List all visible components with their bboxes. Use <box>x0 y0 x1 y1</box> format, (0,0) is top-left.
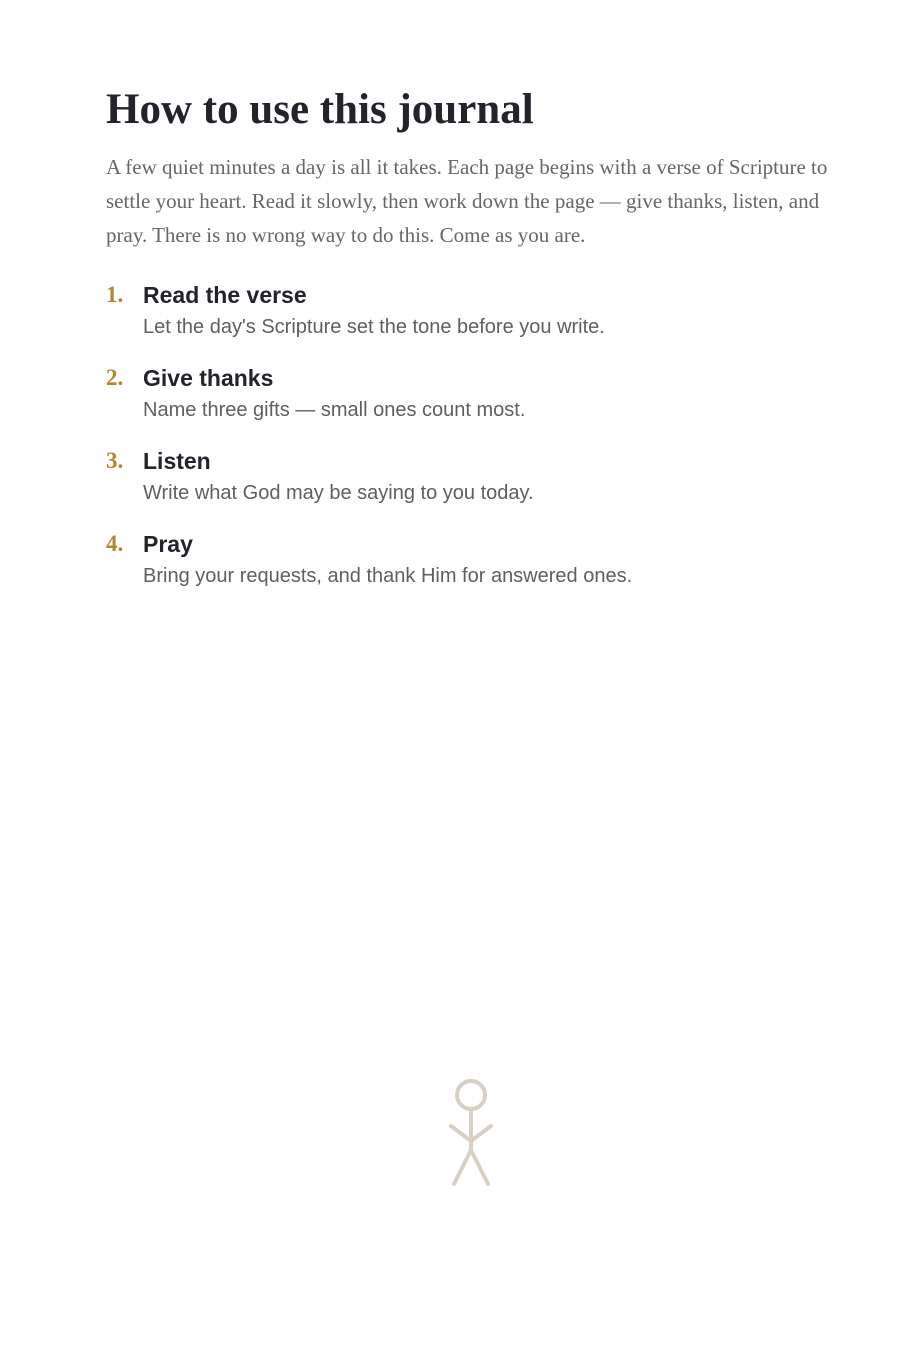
figure-strokes <box>451 1081 491 1184</box>
step-title: Pray <box>143 531 193 557</box>
step-number: 3. <box>106 448 124 473</box>
step-description: Write what God may be saying to you today. <box>143 482 534 504</box>
step-number: 1. <box>106 282 124 307</box>
step-title: Listen <box>143 448 211 474</box>
figure-head <box>457 1081 485 1109</box>
step-description: Name three gifts — small ones count most. <box>143 399 526 421</box>
step-title: Give thanks <box>143 365 274 391</box>
step-description: Let the day's Scripture set the tone before you write. <box>143 316 605 338</box>
step-number: 2. <box>106 365 124 390</box>
figure-left-arm <box>451 1126 471 1141</box>
figure-left-leg <box>454 1150 471 1184</box>
page-title: How to use this journal <box>106 86 534 133</box>
step-title: Read the verse <box>143 282 307 308</box>
step-item <box>106 363 836 446</box>
step-description: Bring your requests, and thank Him for answered ones. <box>143 565 633 587</box>
step-item <box>106 529 836 612</box>
step-item <box>106 446 836 529</box>
figure-right-arm <box>471 1126 491 1141</box>
step-number: 4. <box>106 531 124 556</box>
step-item <box>106 280 836 363</box>
steps-list <box>106 280 836 612</box>
intro-paragraph: A few quiet minutes a day is all it takes. Each page begins with a verse of Scripture to settle your heart. Read it slowly, then work down the page — give thanks, listen, and pray. There is no wrong way to do this. Come as you are. <box>106 155 828 247</box>
figure-right-leg <box>471 1150 488 1184</box>
person-figure-icon <box>442 1074 502 1194</box>
